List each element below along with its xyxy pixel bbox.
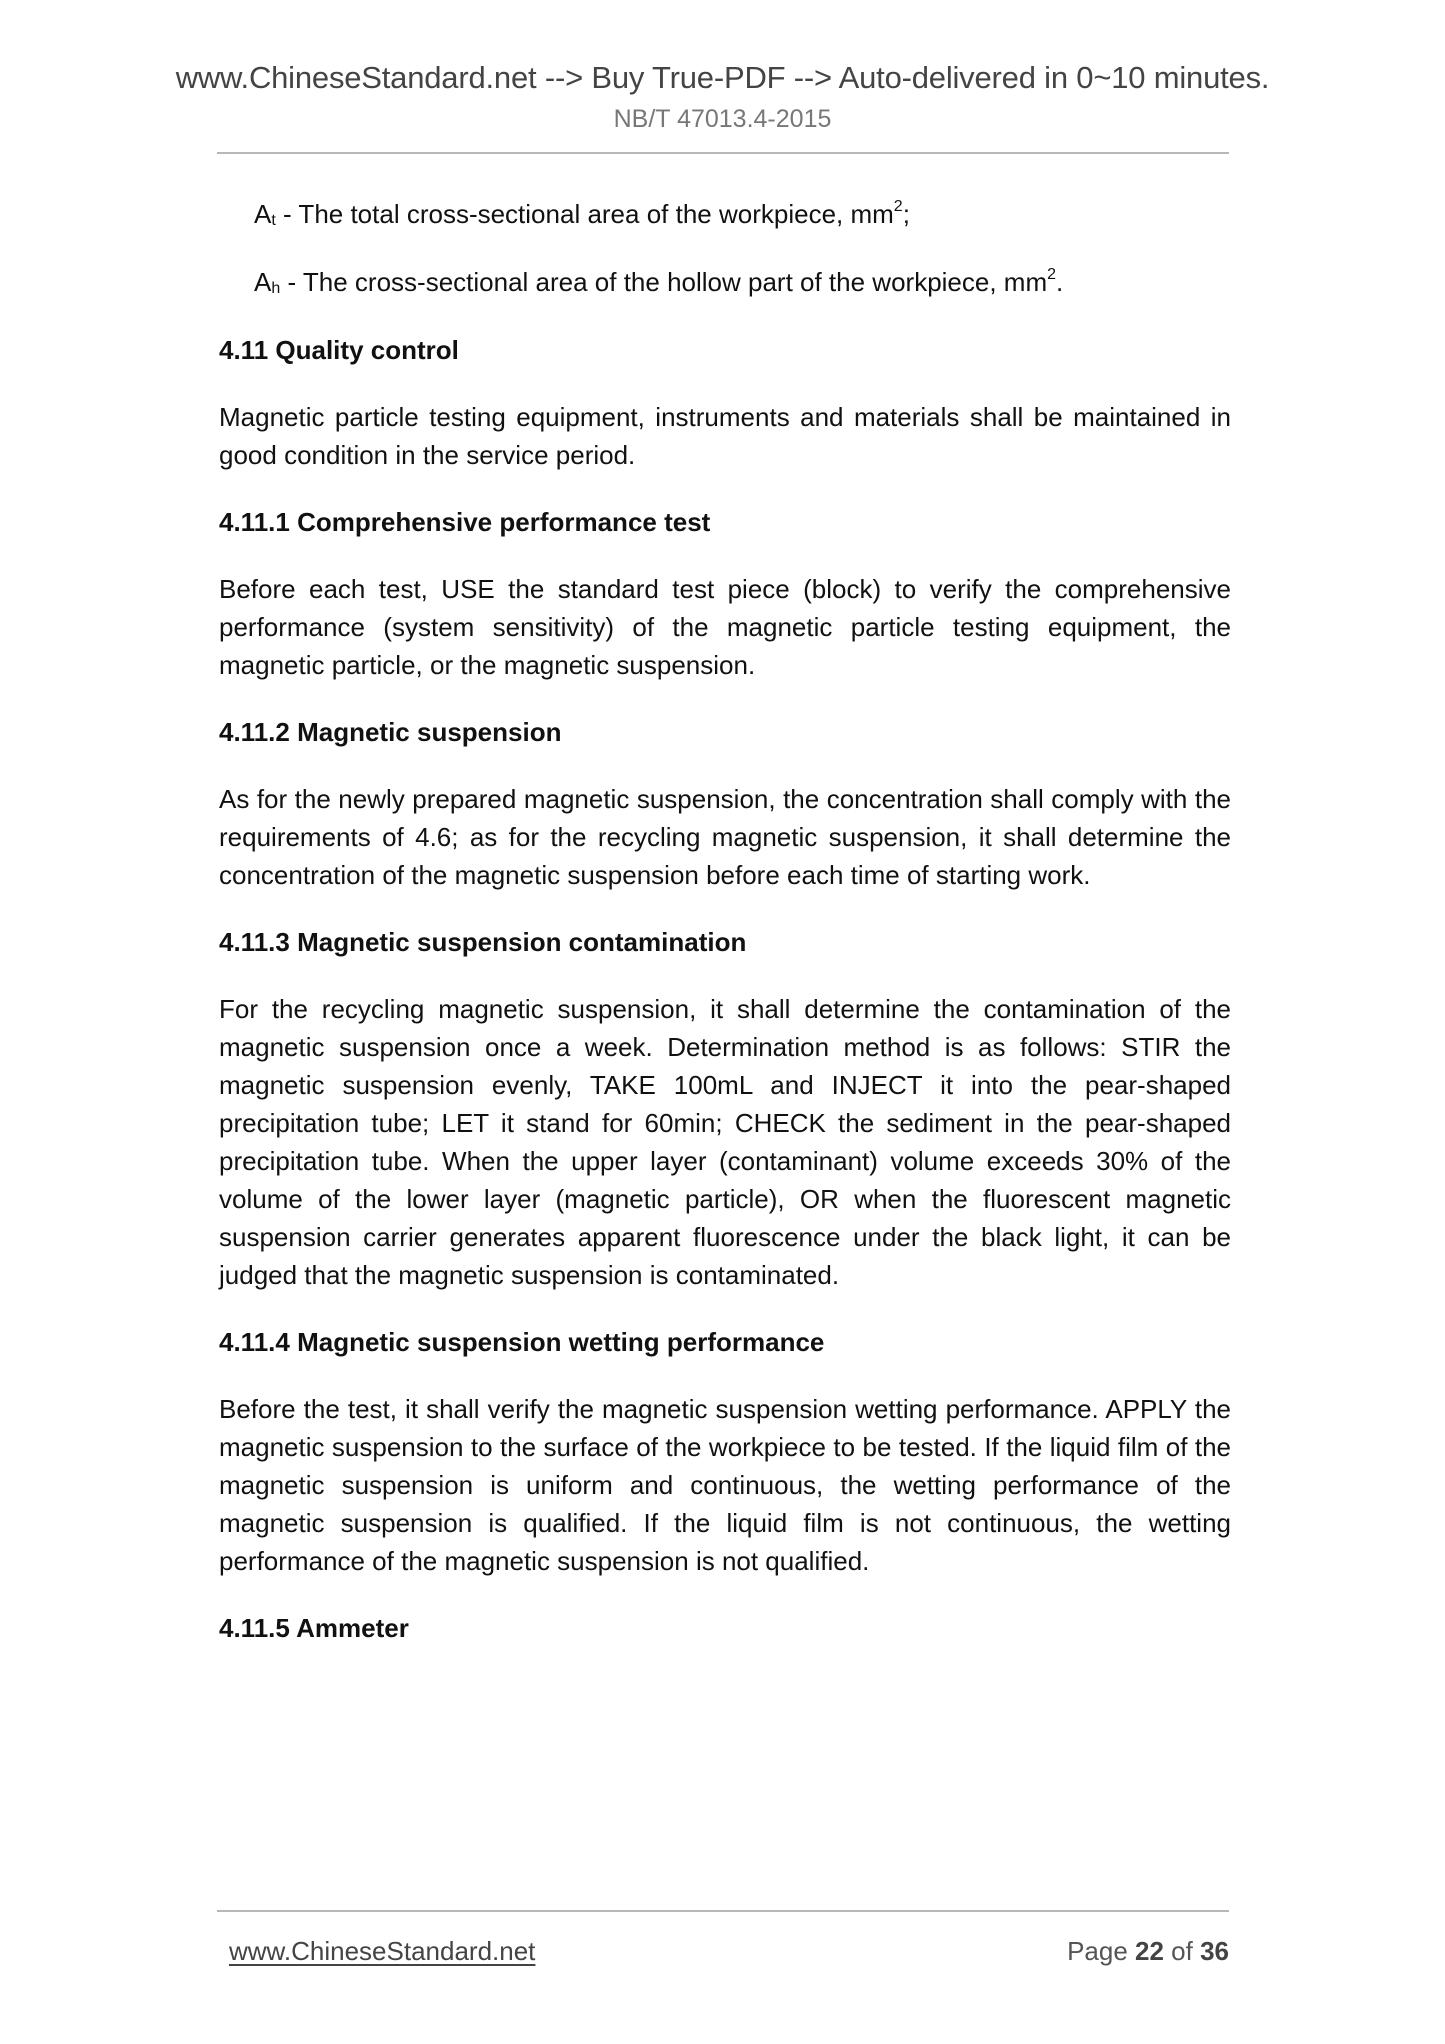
section-body-4-11-4: Before the test, it shall verify the magnetic suspension wetting performance. APPLY the magnetic suspension to the surface of the workpiece to be tested. If the liquid film of the magnetic suspension is uniform and continuous, the wetting performance of the magnetic suspension is qualified. If the liquid film is not continuous, the wetting performance of the magnetic suspension is not qualified. (219, 1394, 1231, 1576)
current-page: 22 (1135, 1936, 1164, 1966)
definition-suffix: . (1056, 267, 1064, 297)
unit-superscript: 2 (1047, 266, 1057, 283)
definition-text: - The total cross-sectional area of the workpiece, mm (275, 199, 894, 229)
header-banner: www.ChineseStandard.net --> Buy True-PDF --> Auto-delivered in 0~10 minutes. (175, 60, 1270, 95)
section-body-4-11-2: As for the newly prepared magnetic suspension, the concentration shall comply with the requirements of 4.6; as for the recycling magnetic suspension, it shall determine the concentration of the magnetic suspension before each time of starting work. (219, 784, 1231, 890)
definition-suffix: ; (902, 199, 910, 229)
section-body-4-11-1: Before each test, USE the standard test piece (block) to verify the comprehensive performance (system sensitivity) of the magnetic particle testing equipment, the magnetic particle, or the magnetic suspension. (219, 574, 1231, 680)
footer-website-link[interactable]: www.ChineseStandard.net (229, 1936, 536, 1966)
header-divider (217, 152, 1229, 154)
footer-divider (217, 1910, 1229, 1912)
section-body-4-11-3: For the recycling magnetic suspension, it shall determine the contamination of the magnetic suspension once a week. Determination method is as follows: STIR the magnetic suspension evenly, TAKE 100mL and INJECT it into the pear-shaped precipitation tube; LET it stand for 60min; CHECK the sediment in the pear-shaped precipitation tube. When the upper layer (contaminant) volume exceeds 30% of the volume of the lower layer (magnetic particle), OR when the fluorescent magnetic suspension carrier generates apparent fluorescence under the black light, it can be judged that the magnetic suspension is contaminated. (219, 994, 1231, 1290)
page-of: of (1163, 1936, 1201, 1966)
total-pages: 36 (1200, 1936, 1229, 1966)
symbol: A (254, 267, 272, 297)
section-heading-4-11-1: 4.11.1 Comprehensive performance test (219, 507, 711, 537)
section-heading-4-11-2: 4.11.2 Magnetic suspension (219, 717, 562, 747)
document-body (219, 195, 1231, 1676)
page-prefix: Page (1067, 1936, 1136, 1966)
definition-ah (254, 263, 1231, 301)
section-heading-4-11-5: 4.11.5 Ammeter (219, 1613, 409, 1643)
unit-superscript: 2 (893, 198, 903, 215)
section-heading-4-11: 4.11 Quality control (219, 335, 459, 365)
section-body-4-11: Magnetic particle testing equipment, instruments and materials shall be maintained in good condition in the service period. (219, 402, 1231, 470)
page-number (1067, 1936, 1229, 1967)
page-footer (217, 1910, 1229, 1966)
symbol: A (254, 199, 272, 229)
symbol-subscript: t (271, 212, 276, 229)
definition-at (254, 195, 1231, 233)
section-heading-4-11-4: 4.11.4 Magnetic suspension wetting performance (219, 1327, 825, 1357)
standard-number: NB/T 47013.4-2015 (613, 105, 832, 133)
symbol-subscript: h (271, 280, 281, 297)
section-heading-4-11-3: 4.11.3 Magnetic suspension contamination (219, 927, 747, 957)
definition-text: - The cross-sectional area of the hollow part of the workpiece, mm (280, 267, 1048, 297)
